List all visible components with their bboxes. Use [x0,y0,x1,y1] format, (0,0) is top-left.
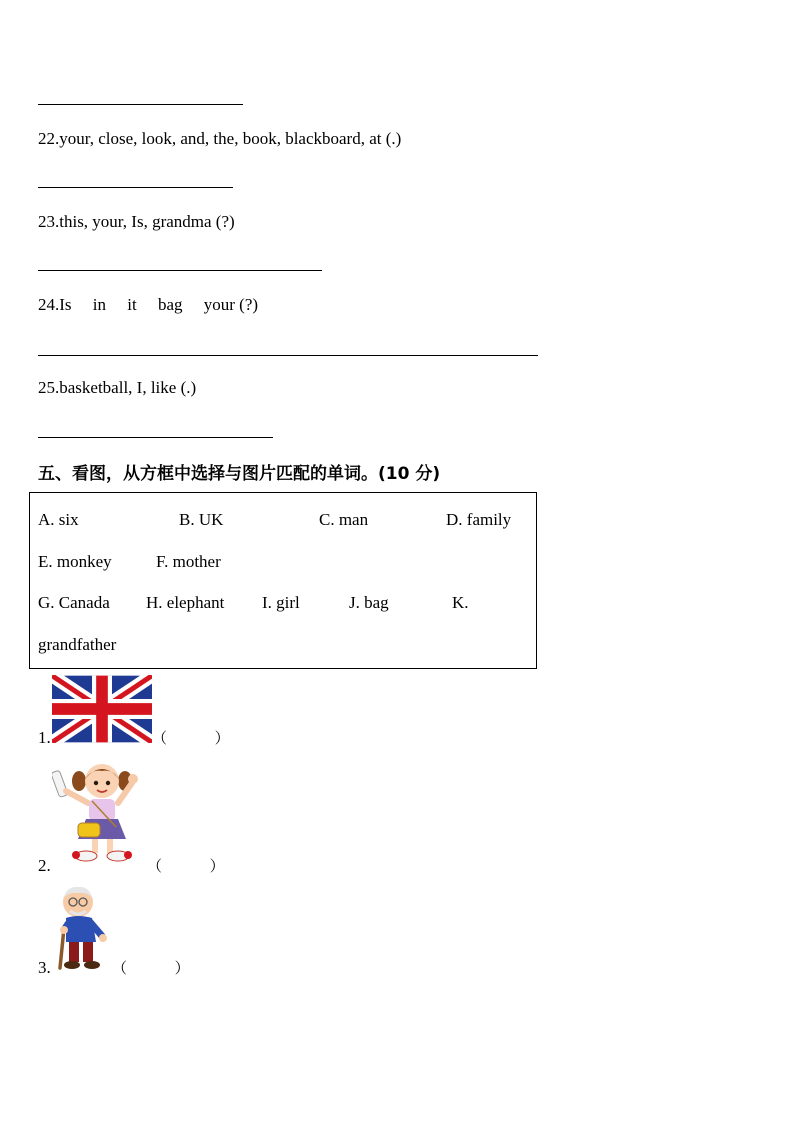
answer-line-25[interactable] [38,437,273,438]
option-j: J. bag [349,593,389,612]
question-22: 22.your, close, look, and, the, book, blackboard, at (.) [38,129,402,148]
item-2-number: 2. [38,856,51,875]
section-heading: 五、看图，从方框中选择与图片匹配的单词。(10 分) [38,464,441,484]
item-3-answer-blank[interactable]: （ ） [112,959,190,977]
option-b: B. UK [179,510,224,529]
option-k-word: grandfather [38,635,117,654]
answer-line-21[interactable] [38,104,243,105]
answer-line-23[interactable] [38,270,322,271]
option-k: K. [452,593,469,612]
grandfather-icon [52,884,110,970]
option-c: C. man [319,510,369,529]
option-d: D. family [446,510,512,529]
option-f: F. mother [156,552,221,571]
item-1-answer-blank[interactable]: （ ） [152,729,230,747]
option-i: I. girl [262,593,300,612]
question-23: 23.this, your, Is, grandma (?) [38,212,235,231]
answer-line-24[interactable] [38,355,538,356]
word-options-box [29,492,537,669]
answer-line-22[interactable] [38,187,233,188]
question-24: 24.Is in it bag your (?) [38,295,259,314]
girl-icon [52,757,144,865]
option-a: A. six [38,510,79,529]
item-1-number: 1. [38,728,51,747]
item-2-answer-blank[interactable]: （ ） [147,857,225,875]
option-e: E. monkey [38,552,112,571]
item-3-number: 3. [38,958,51,977]
question-25: 25.basketball, I, like (.) [38,378,197,397]
option-h: H. elephant [146,593,225,612]
uk-flag-icon [52,675,152,743]
option-g: G. Canada [38,593,110,612]
